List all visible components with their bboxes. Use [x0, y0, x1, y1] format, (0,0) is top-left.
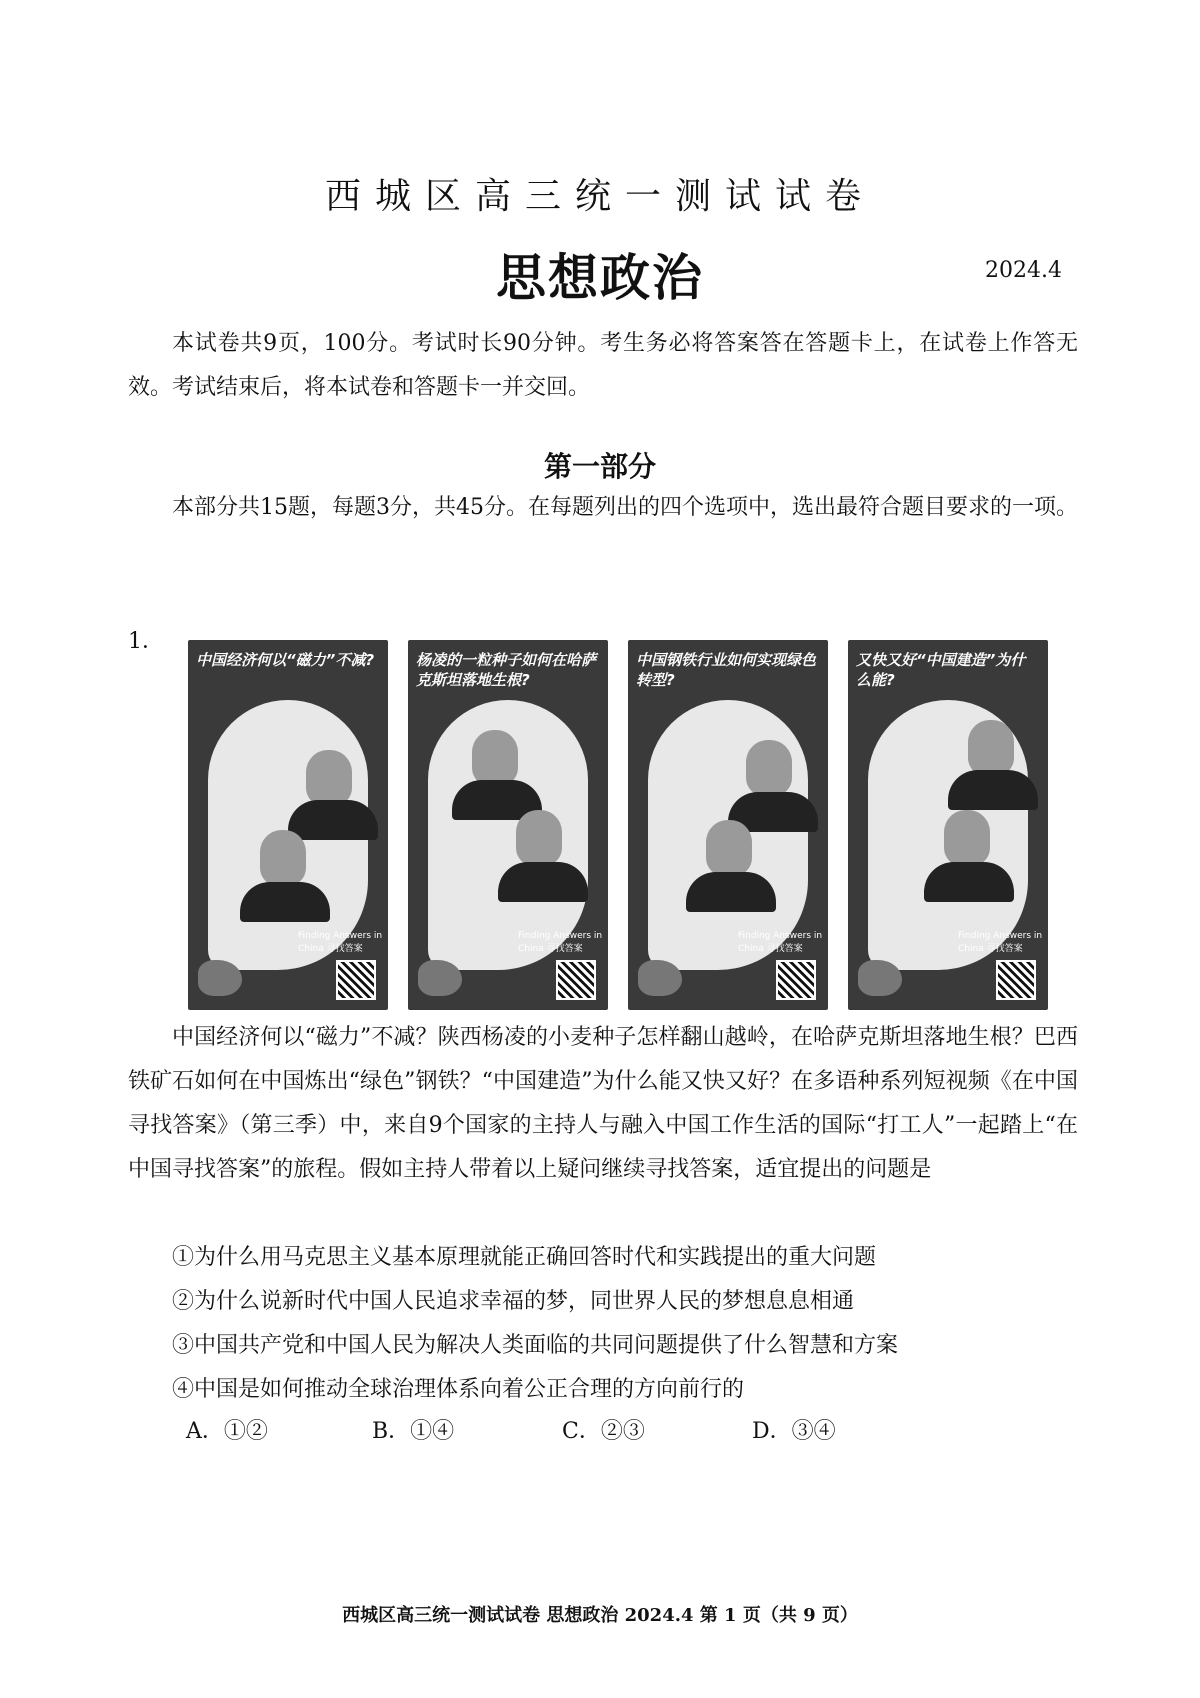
option-a: A．①②	[186, 1419, 268, 1444]
poster-footer: Finding Answers in China 寻找答案	[298, 931, 383, 954]
poster-title: 又快又好“中国建造”为什么能?	[856, 651, 1026, 689]
statement-item: ②为什么说新时代中国人民追求幸福的梦，同世界人民的梦想息息相通	[172, 1289, 855, 1314]
poster-title: 中国经济何以“磁力”不减?	[196, 651, 375, 669]
option-d: D．③④	[752, 1419, 836, 1444]
poster-image	[408, 640, 608, 1010]
host-portrait	[472, 730, 518, 786]
mineral-image	[198, 960, 242, 996]
page-footer: 西城区高三统一测试试卷 思想政治 2024.4 第 1 页（共 9 页）	[342, 1605, 858, 1626]
host-body	[948, 770, 1038, 810]
host-portrait	[306, 750, 352, 806]
seed-image	[418, 960, 462, 996]
subject-title: 思想政治	[496, 248, 704, 307]
qr-code-icon	[996, 960, 1036, 1000]
guest-body	[240, 882, 330, 922]
iron-ore-image	[638, 960, 682, 996]
statement-list	[172, 1236, 1078, 1412]
poster-title: 杨凌的一粒种子如何在哈萨克斯坦落地生根?	[416, 651, 597, 689]
exam-date: 2024.4	[985, 258, 1062, 283]
poster-image	[188, 640, 388, 1010]
poster-footer: Finding Answers in China 寻找答案	[738, 931, 823, 954]
guest-body	[498, 862, 588, 902]
host-portrait	[968, 720, 1014, 776]
statement-item: ①为什么用马克思主义基本原理就能正确回答时代和实践提出的重大问题	[172, 1245, 877, 1270]
qr-code-icon	[776, 960, 816, 1000]
exam-title: 西城区高三统一测试试卷	[324, 176, 875, 217]
statement-item: ④中国是如何推动全球治理体系向着公正合理的方向前行的	[172, 1377, 745, 1402]
question-number: 1．	[128, 629, 164, 654]
poster-footer: Finding Answers in China 寻找答案	[518, 931, 603, 954]
instructions-text: 本试卷共9页，100分。考试时长90分钟。考生务必将答案答在答题卡上，在试卷上作答无效。考试结束后，将本试卷和答题卡一并交回。	[128, 331, 1078, 400]
qr-code-icon	[556, 960, 596, 1000]
guest-portrait	[706, 820, 752, 876]
host-body	[288, 800, 378, 840]
guest-portrait	[944, 810, 990, 866]
section-intro: 本部分共15题，每题3分，共45分。在每题列出的四个选项中，选出最符合题目要求的一项。	[172, 495, 1078, 520]
section-title: 第一部分	[543, 450, 656, 483]
option-c: C．②③	[562, 1419, 645, 1444]
guest-portrait	[516, 810, 562, 866]
poster-footer: Finding Answers in China 寻找答案	[958, 931, 1043, 954]
option-b: B．①④	[372, 1419, 455, 1444]
guest-body	[686, 872, 776, 912]
host-portrait	[746, 740, 792, 796]
guest-portrait	[260, 830, 306, 886]
guest-body	[924, 862, 1014, 902]
construction-image	[858, 960, 902, 996]
qr-code-icon	[336, 960, 376, 1000]
statement-item: ③中国共产党和中国人民为解决人类面临的共同问题提供了什么智慧和方案	[172, 1333, 899, 1358]
question-stem: 中国经济何以“磁力”不减？陕西杨凌的小麦种子怎样翻山越岭，在哈萨克斯坦落地生根？巴西铁矿石如何在中国炼出“绿色”钢铁？“中国建造”为什么能又快又好？在多语种系列短视频《在中国寻找答案》（第三季）中，来自9个国家的主持人与融入中国工作生活的国际“打工人”一起踏上“在中国寻找答案”的旅程。假如主持人带着以上疑问继续寻找答案，适宜提出的问题是	[128, 1025, 1078, 1182]
poster-image	[848, 640, 1048, 1010]
poster-title: 中国钢铁行业如何实现绿色转型?	[636, 651, 817, 689]
poster-images	[188, 640, 1048, 1010]
poster-image	[628, 640, 828, 1010]
